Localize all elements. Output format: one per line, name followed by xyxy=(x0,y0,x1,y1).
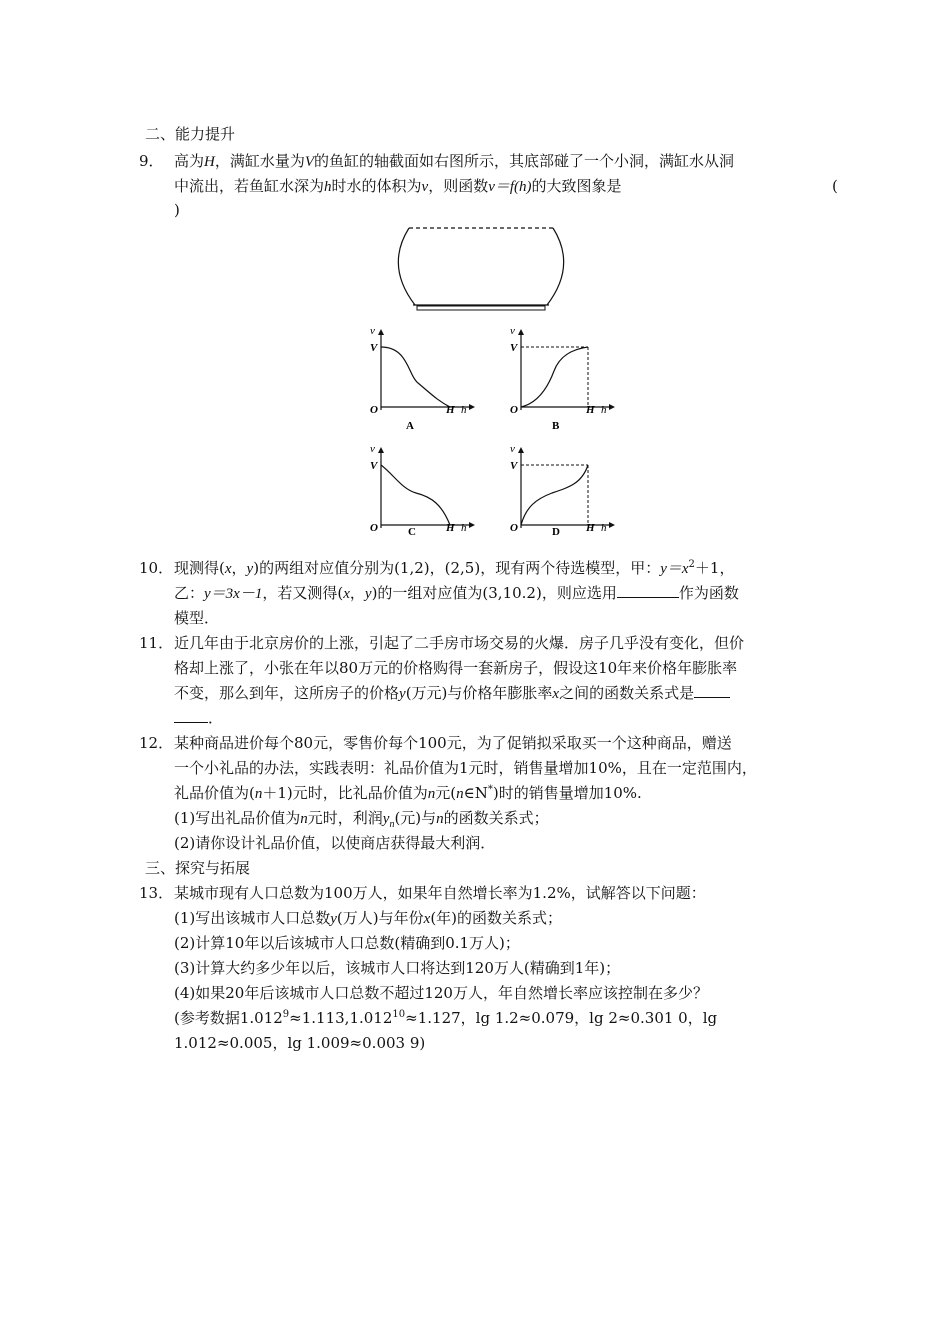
q11-line-3: 不变，那么到年，这所房子的价格y(万元)与价格年膨胀率x之间的函数关系式是 xyxy=(174,683,730,704)
svg-text:H: H xyxy=(586,522,595,534)
svg-text:V: V xyxy=(370,342,378,354)
svg-text:V: V xyxy=(510,342,518,354)
q13-reference-data-line-1: (参考数据$1.012^9\approx 1.113,1.012^{10}\approx 1.127$，lg 1.2≈0.079，lg 2≈0.301 0，lg xyxy=(174,1009,718,1027)
svg-text:H: H xyxy=(586,404,595,416)
q9-answer-paren-close: ) xyxy=(174,201,180,219)
svg-text:O: O xyxy=(510,404,518,416)
svg-text:h: h xyxy=(461,522,467,534)
q11-line-2: 格却上涨了，小张在年以80万元的价格购得一套新房子，假设这10年来价格年膨胀率 xyxy=(174,659,738,677)
q12-subquestion-2: (2)请你设计礼品价值，以使商店获得最大利润． xyxy=(174,834,496,852)
q9-answer-paren-open: ( xyxy=(832,177,838,195)
svg-text:h: h xyxy=(601,522,607,534)
q9-line-2: 中流出，若鱼缸水深为h时水的体积为v，则函数v＝f(h)的大致图象是 xyxy=(174,177,622,195)
q13-line-1: 某城市现有人口总数为100万人，如果年自然增长率为1.2%，试解答以下问题： xyxy=(174,884,706,902)
q10-line-3: 模型． xyxy=(174,609,220,627)
fish-tank-cross-section xyxy=(395,222,575,314)
q13-reference-data-line-2: 1.012≈0.005，lg 1.009≈0.003 9) xyxy=(174,1034,426,1052)
svg-text:v: v xyxy=(370,443,375,455)
svg-text:v: v xyxy=(510,325,515,337)
section-heading-explore: 三、探究与拓展 xyxy=(145,859,251,877)
svg-text:V: V xyxy=(510,460,518,472)
q12-number: 12． xyxy=(139,734,174,752)
section-heading-ability: 二、能力提升 xyxy=(145,125,236,143)
graph-option-b xyxy=(508,325,618,435)
q11-line-1: 近几年由于北京房价的上涨，引起了二手房市场交易的火爆．房子几乎没有变化，但价 xyxy=(174,634,745,652)
q11-answer-blank-2[interactable] xyxy=(174,708,208,723)
svg-text:B: B xyxy=(552,420,560,432)
q10-number: 10． xyxy=(139,559,174,577)
svg-text:h: h xyxy=(461,404,467,416)
svg-text:C: C xyxy=(408,526,416,538)
svg-text:O: O xyxy=(370,522,378,534)
q11-number: 11． xyxy=(139,634,174,652)
q10-answer-blank[interactable] xyxy=(617,583,679,598)
q12-line-3: 礼品价值为(n＋1)元时，比礼品价值为n元(n∈N*)时的销售量增加10%. xyxy=(174,784,642,802)
q10-line-1: 现测得(x，y)的两组对应值分别为(1,2)，(2,5)，现有两个待选模型，甲：$y=x^2+1$， xyxy=(174,559,735,577)
q12-line-2: 一个小礼品的办法，实践表明：礼品价值为1元时，销售量增加10%，且在一定范围内， xyxy=(174,759,757,777)
q9-number: 9． xyxy=(139,152,164,170)
curve xyxy=(521,347,588,407)
svg-text:D: D xyxy=(552,526,560,538)
curve xyxy=(521,465,588,525)
q12-subquestion-1: (1)写出礼品价值为n元时，利润$y_n$(元)与n的函数关系式； xyxy=(174,809,549,830)
svg-text:h: h xyxy=(601,404,607,416)
q10-line-2: 乙：y＝3x－1，若又测得(x，y)的一组对应值为(3,10.2)，则应选用 作为函数 xyxy=(174,584,739,602)
q11-line-4: ． xyxy=(174,708,223,728)
q11-answer-blank-1[interactable] xyxy=(694,683,730,698)
graph-option-c xyxy=(368,443,478,553)
q9-line-1: 高为H，满缸水量为V的鱼缸的轴截面如右图所示，其底部碰了一个小洞，满缸水从洞 xyxy=(174,152,735,170)
q13-subquestion-4: (4)如果20年后该城市人口总数不超过120万人，年自然增长率应该控制在多少？ xyxy=(174,984,708,1002)
svg-text:v: v xyxy=(510,443,515,455)
q12-line-1: 某种商品进价每个80元，零售价每个100元，为了促销拟采取买一个这种商品，赠送 xyxy=(174,734,732,752)
q13-subquestion-3: (3)计算大约多少年以后，该城市人口将达到120万人(精确到1年)； xyxy=(174,959,621,977)
svg-text:A: A xyxy=(406,420,414,432)
q13-number: 13． xyxy=(139,884,174,902)
graph-option-a xyxy=(368,325,478,435)
svg-text:O: O xyxy=(510,522,518,534)
svg-text:H: H xyxy=(446,522,455,534)
q13-subquestion-1: (1)写出该城市人口总数y(万人)与年份x(年)的函数关系式； xyxy=(174,909,563,927)
svg-text:H: H xyxy=(446,404,455,416)
graph-option-d xyxy=(508,443,618,553)
curve xyxy=(381,465,450,525)
svg-text:V: V xyxy=(370,460,378,472)
svg-text:v: v xyxy=(370,325,375,337)
q13-subquestion-2: (2)计算10年以后该城市人口总数(精确到0.1万人)； xyxy=(174,934,520,952)
curve xyxy=(381,347,450,407)
svg-text:O: O xyxy=(370,404,378,416)
